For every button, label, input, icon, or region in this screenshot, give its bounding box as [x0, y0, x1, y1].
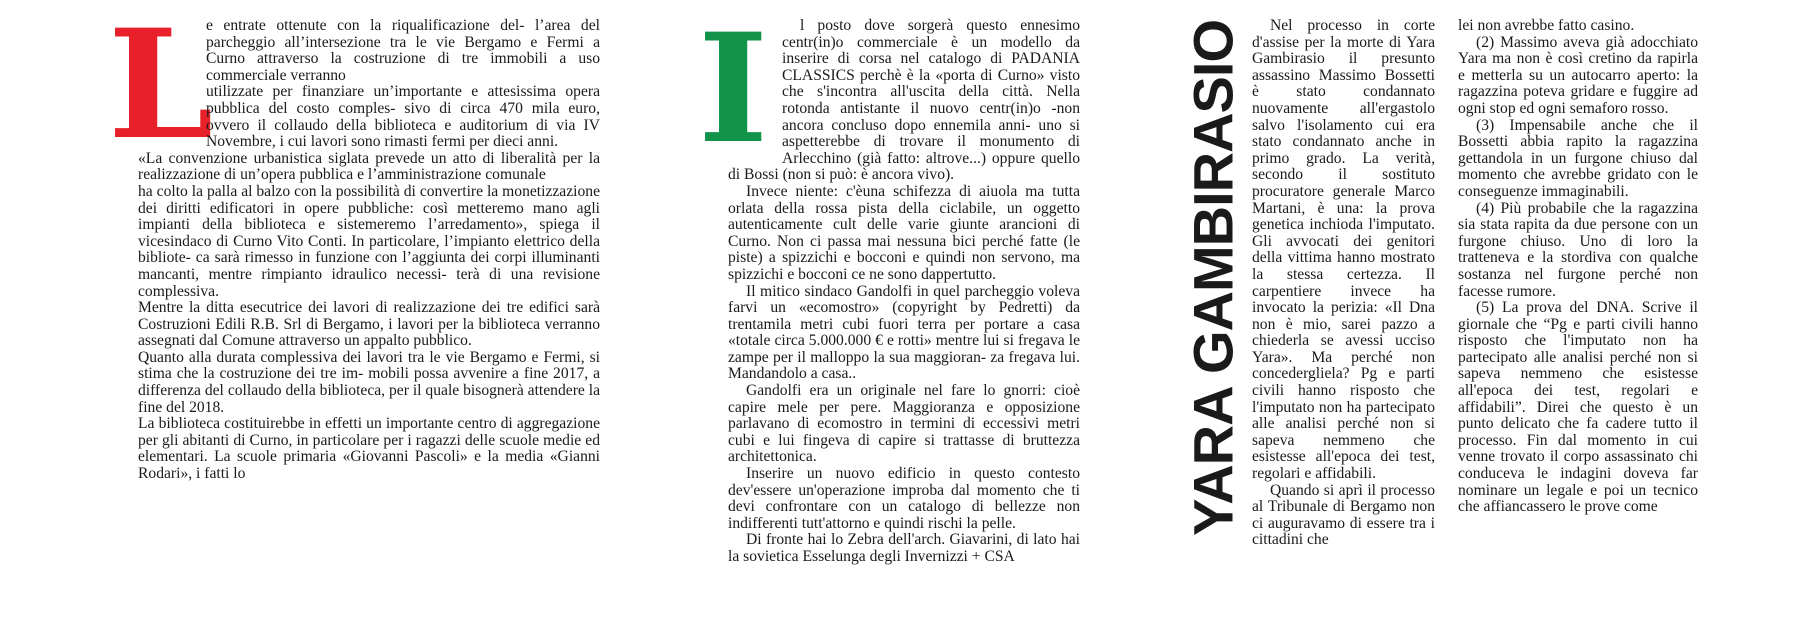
paragraph: (2) Massimo aveva già adocchiato Yara ma non è così cretino da rapirla e metterla su un autocarro aperto: la ragazzina poteva gridare e fuggire ad ogni stop ed ogni semaforo rosso.	[1458, 33, 1698, 117]
paragraph: ha colto la palla al balzo con la possibilità di convertire la monetizzazione dei diritti edificatori in opere pubbliche: così metteremo mano agli impianti della biblioteca e sistemeremo l’arredamento», spiega il vicesindaco di Curno Vito Conti. In particolare, l’impianto elettrico della bibliote- ca sarà rimesso in funzione con l’aggiunta dei corpi illuminanti mancanti, mentre rimpianto idraulico necessi- terà di una revisione complessiva.	[138, 182, 600, 300]
paragraph: l posto dove sorgerà questo ennesimo centr(in)o commerciale è un modello da inserire di corsa nel catalogo di PADANIA CLASSICS perchè è la «porta di Curno» visto che s'incontra all'uscita della città. Nella rotonda antistante il nuovo centr(in)o -non ancora concluso dopo ennemila anni- uno si aspetterebbe di trovare il monumento di Arlecchino (già fatto: altrove...) oppure quello di Bossi (non si può: è ancora vivo).	[728, 17, 1080, 184]
paragraph: utilizzate per finanziare un’importante e attesissima opera pubblica del costo comples- sivo di circa 470 mila euro, ovvero il collaudo della biblioteca e auditorium di via IV Novembre, i cui lavori sono rimasti fermi per dieci anni.	[206, 83, 600, 151]
paragraph: (4) Più probabile che la ragazzina sia stata rapita da due persone con un furgone chiuso. Uno di loro la tratteneva e la stordiva con qualche sostanza nel furgone perché non facesse rumore.	[1458, 199, 1698, 300]
paragraph: e entrate ottenute con la riqualificazione del- l’area del parcheggio all’intersezione tra le vie Bergamo e Fermi a Curno attraverso la costruzione di tre immobili a uso commerciale verranno	[206, 17, 600, 84]
vertical-section-title	[1183, 18, 1243, 538]
article-column-1	[108, 0, 600, 636]
paragraph: Mentre la ditta esecutrice dei lavori di realizzazione dei tre edifici sarà Costruzioni Edili R.B. Srl di Bergamo, i lavori per la biblioteca verranno assegnati dal Comune attraverso un appalto pubblico.	[138, 299, 600, 350]
paragraph: Nel processo in corte d'assise per la morte di Yara Gambirasio il presunto assassino Massimo Bossetti è stato condannato nuovamente all'ergastolo salvo l'isolamento cui era stato condannato anche in primo grado. La verità, secondo il sostituto procuratore generale Marco Martani, è una: la prova genetica inchioda l'imputato. Gli avvocati dei genitori della vittima hanno mostrato la stessa certezza. Il carpentiere invece ha invocato la perizia: «Il Dna non è mio, sarei pazzo a chiederla se avessi ucciso Yara». Ma perché non concedergliela? Pg e parti civili hanno risposto che l'imputato non ha partecipato alle analisi perché non si sapeva nemmeno che esistesse all'epoca dei test, regolari e affidabili.	[1252, 17, 1435, 483]
paragraph: Di fronte hai lo Zebra dell'arch. Giavarini, di lato hai la sovietica Esselunga degli Invernizzi + CSA	[728, 531, 1080, 565]
paragraph: Quanto alla durata complessiva dei lavori tra le vie Bergamo e Fermi, si stima che la costruzione dei tre im- mobili possa avvenire a fine 2017, a differenza del collaudo della biblioteca, per il quale bisognerà attendere la fine del 2018.	[138, 348, 600, 416]
drop-cap-letter: L	[108, 0, 214, 173]
paragraph: (3) Impensabile anche che il Bossetti abbia rapito la ragazzina gettandola in un furgone chiuso dal momento che avrebbe gridato con le conseguenze immaginabili.	[1458, 116, 1698, 200]
paragraph: Quando si aprì il processo al Tribunale di Bergamo non ci auguravamo di essere tra i cittadini che	[1252, 481, 1435, 549]
paragraph: Invece niente: c'èuna schifezza di aiuola ma tutta orlata della rossa pista della ciclabile, un oggetto autenticamente cult delle varie giunte arancioni di Curno. Non ci passa mai nessuna bici perché fatte (le piste) a spizzichi e bocconi e quindi non servono, ma spizzichi e bocconi ce ne sono dappertutto.	[728, 182, 1080, 283]
paragraph: Il mitico sindaco Gandolfi in quel parcheggio voleva farvi un «ecomostro» (copyright by Pedretti) da trentamila metri cubi fuori terra per portare a casa «totale circa 5.000.000 € e rotti» mentre lui si fregava le zampe per il malloppo la sua maggioran- za fregava lui. Mandandolo a casa..	[728, 282, 1080, 383]
paragraph: Inserire un nuovo edificio in questo contesto dev'essere un'operazione improba dal momento che ti devi confrontare con un catalogo di bellezze non indifferenti tutt'attorno e quindi rischi la pelle.	[728, 465, 1080, 532]
section-title-text: YARA GAMBIRASIO	[1181, 19, 1245, 537]
paragraph: «La convenzione urbanistica siglata prevede un atto di liberalità per la realizzazione di un’opera pubblica e l’amministrazione comunale	[138, 149, 600, 184]
article-column-2	[698, 1, 1080, 636]
article-column-4	[1458, 18, 1698, 636]
paragraph: (5) La prova del DNA. Scrive il giornale che “Pg e parti civili hanno risposto che l'imputato non ha partecipato alle analisi perché non si sapeva nemmeno che esistesse all'epoca dei test, regolari e affidabili”. Direi che questo è un punto delicato che fa cadere tutto il processo. Fin dal momento in cui venne trovato il corpo assassinato chi conduceva le indagini doveva far nominare un legale e poi un tecnico che affiancassero le prove come	[1458, 299, 1698, 516]
article-column-3	[1252, 18, 1435, 636]
drop-cap-letter: I	[698, 1, 769, 177]
paragraph: Gandolfi era un originale nel fare lo gnorri: cioè capire mele per pere. Maggioranza e opposizione parlavano di ecomostro in termini di eccessivi metri cubi e lui fingeva di capire si trattasse di bruttezza architettonica.	[728, 382, 1080, 466]
paragraph: lei non avrebbe fatto casino.	[1458, 17, 1635, 34]
paragraph: La biblioteca costituirebbe in effetti un importante centro di aggregazione per gli abitanti di Curno, in particolare per i ragazzi delle scuole medie ed elementari. La scuole primaria «Giovanni Pascoli» e la media «Gianni Rodari», i fatti lo	[138, 415, 600, 483]
